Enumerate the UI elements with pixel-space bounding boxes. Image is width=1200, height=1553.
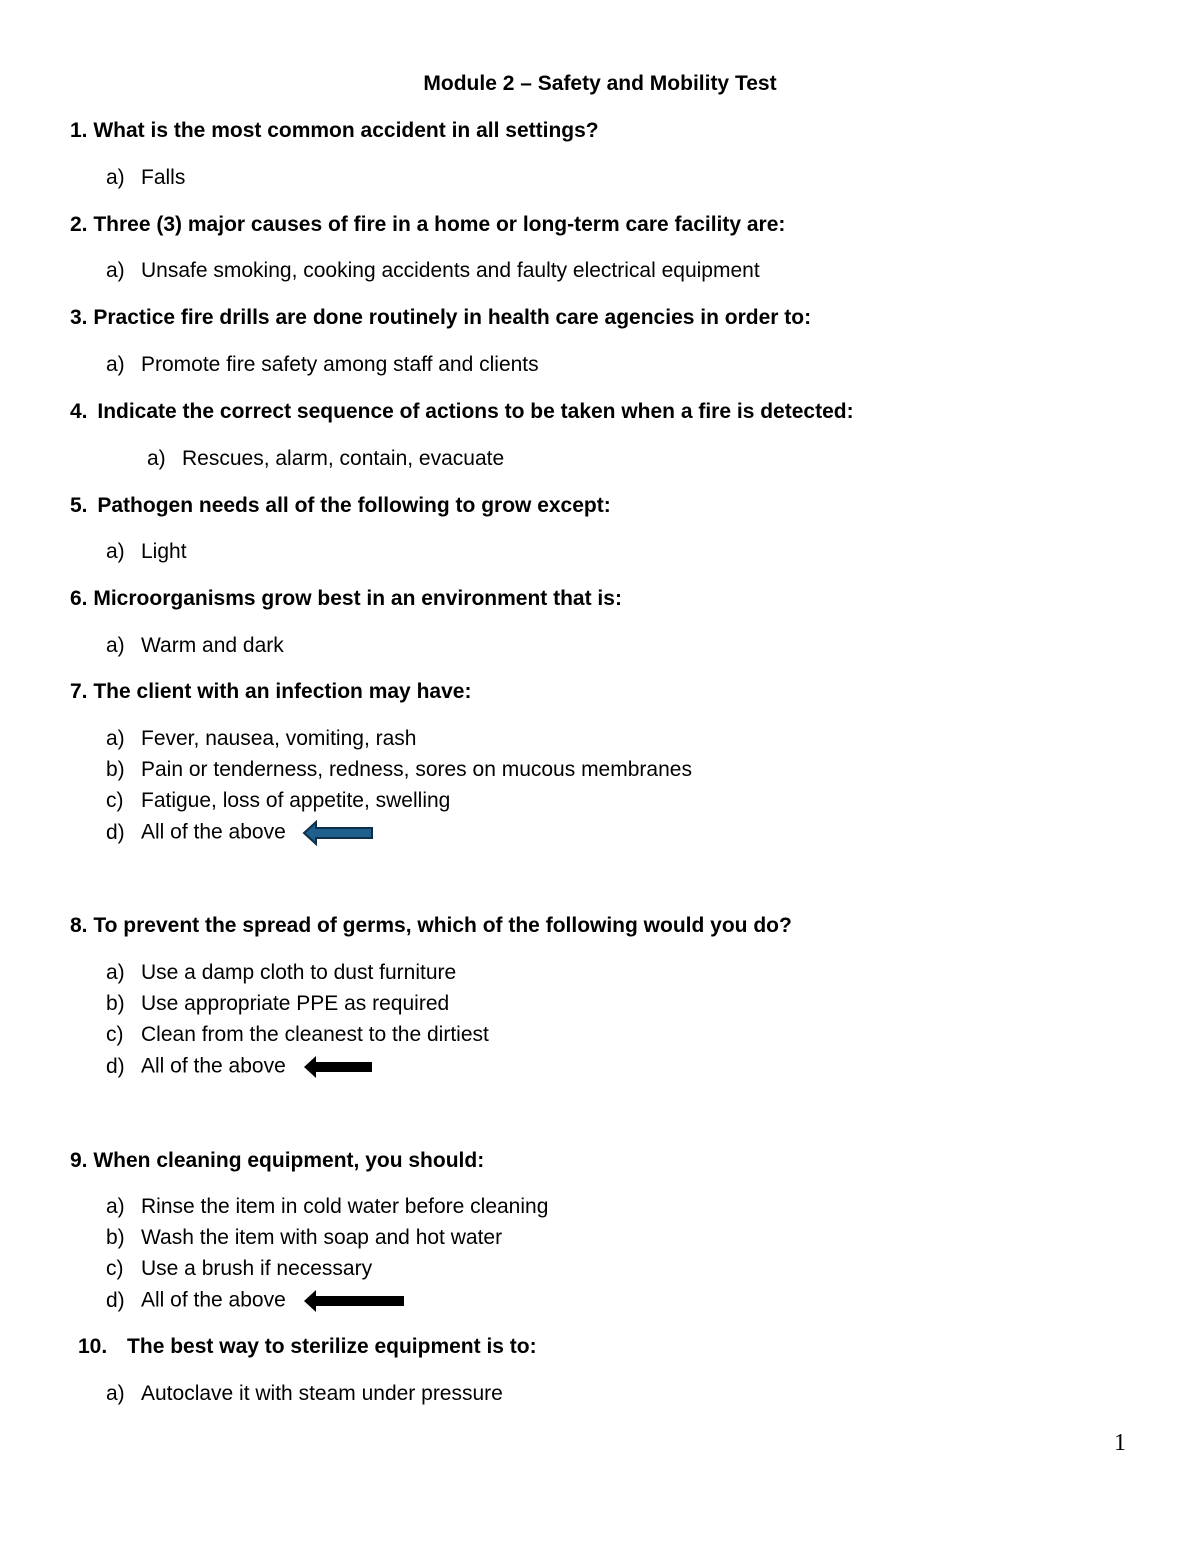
question-text: Practice fire drills are done routinely in health care agencies in order to: <box>93 306 812 329</box>
left-arrow-icon <box>302 1054 374 1080</box>
option-text: Falls <box>141 166 186 189</box>
question-6 <box>70 587 622 611</box>
answer-option <box>147 447 504 471</box>
option-text: Use appropriate PPE as required <box>141 992 450 1015</box>
option-letter: b) <box>106 1226 125 1249</box>
answer-option <box>106 353 539 377</box>
answer-option <box>106 634 284 658</box>
option-letter: a) <box>147 447 166 470</box>
question-number: 6. <box>70 587 88 610</box>
option-letter: a) <box>106 259 125 282</box>
option-letter: b) <box>106 992 125 1015</box>
option-letter: a) <box>106 353 125 376</box>
option-letter: a) <box>106 961 125 984</box>
option-text: Light <box>141 540 187 563</box>
option-letter: a) <box>106 1382 125 1405</box>
question-text: Three (3) major causes of fire in a home or long-term care facility are: <box>93 213 786 236</box>
question-2 <box>70 213 785 237</box>
option-text: Fatigue, loss of appetite, swelling <box>141 789 451 812</box>
question-number: 5. <box>70 494 88 517</box>
option-text: Rinse the item in cold water before cleaning <box>141 1195 549 1218</box>
question-8 <box>70 914 792 938</box>
option-text: All of the above <box>141 1288 286 1312</box>
answer-option <box>106 1226 502 1250</box>
answer-option <box>106 1382 503 1406</box>
question-4 <box>70 400 854 424</box>
option-text: Use a brush if necessary <box>141 1257 373 1280</box>
page-number: 1 <box>1114 1430 1126 1456</box>
left-arrow-icon <box>302 1288 406 1314</box>
question-text: When cleaning equipment, you should: <box>93 1149 485 1172</box>
question-5 <box>70 494 611 518</box>
question-3 <box>70 306 811 330</box>
option-text: Fever, nausea, vomiting, rash <box>141 727 417 750</box>
answer-option <box>106 789 450 813</box>
question-text: To prevent the spread of germs, which of the following would you do? <box>93 914 792 937</box>
option-letter: d) <box>106 1054 125 1078</box>
option-letter: c) <box>106 1257 124 1280</box>
question-number: 9. <box>70 1149 88 1172</box>
option-letter: d) <box>106 1288 125 1312</box>
answer-option <box>106 820 374 846</box>
option-text: Wash the item with soap and hot water <box>141 1226 503 1249</box>
answer-option <box>106 758 692 782</box>
answer-option <box>106 727 416 751</box>
option-letter: a) <box>106 634 125 657</box>
question-text: The client with an infection may have: <box>93 680 472 703</box>
question-text: What is the most common accident in all settings? <box>93 119 599 142</box>
question-number: 8. <box>70 914 88 937</box>
question-text: Microorganisms grow best in an environment that is: <box>93 587 622 610</box>
answer-option <box>106 1195 548 1219</box>
option-letter: a) <box>106 727 125 750</box>
answer-option <box>106 166 185 190</box>
question-number: 2. <box>70 213 88 236</box>
option-text: Unsafe smoking, cooking accidents and faulty electrical equipment <box>141 259 760 282</box>
answer-option <box>106 961 456 985</box>
option-letter: b) <box>106 758 125 781</box>
option-text: All of the above <box>141 820 286 844</box>
question-7 <box>70 680 471 704</box>
option-letter: c) <box>106 1023 124 1046</box>
question-number: 3. <box>70 306 88 329</box>
option-text: Promote fire safety among staff and clients <box>141 353 539 376</box>
answer-option <box>106 1023 489 1047</box>
question-text: Pathogen needs all of the following to grow except: <box>97 494 611 517</box>
answer-option <box>106 1288 406 1314</box>
page-title: Module 2 – Safety and Mobility Test <box>423 72 777 95</box>
option-text: Use a damp cloth to dust furniture <box>141 961 457 984</box>
option-text: Clean from the cleanest to the dirtiest <box>141 1023 489 1046</box>
question-number: 10. <box>78 1335 108 1358</box>
question-text: The best way to sterilize equipment is to: <box>127 1335 537 1358</box>
option-letter: a) <box>106 1195 125 1218</box>
question-1 <box>70 119 599 143</box>
option-letter: d) <box>106 820 125 844</box>
left-arrow-icon <box>302 820 374 846</box>
option-text: Warm and dark <box>141 634 284 657</box>
question-number: 1. <box>70 119 88 142</box>
answer-option <box>106 1054 374 1080</box>
option-text: Pain or tenderness, redness, sores on mucous membranes <box>141 758 692 781</box>
question-number: 7. <box>70 680 88 703</box>
question-9 <box>70 1149 484 1173</box>
option-text: Rescues, alarm, contain, evacuate <box>182 447 505 470</box>
answer-option <box>106 992 449 1016</box>
answer-option <box>106 259 760 283</box>
answer-option <box>106 1257 372 1281</box>
question-number: 4. <box>70 400 88 423</box>
question-10 <box>78 1335 537 1359</box>
option-text: All of the above <box>141 1054 286 1078</box>
option-text: Autoclave it with steam under pressure <box>141 1382 503 1405</box>
option-letter: a) <box>106 166 125 189</box>
question-text: Indicate the correct sequence of actions to be taken when a fire is detected: <box>97 400 854 423</box>
option-letter: c) <box>106 789 124 812</box>
answer-option <box>106 540 187 564</box>
option-letter: a) <box>106 540 125 563</box>
